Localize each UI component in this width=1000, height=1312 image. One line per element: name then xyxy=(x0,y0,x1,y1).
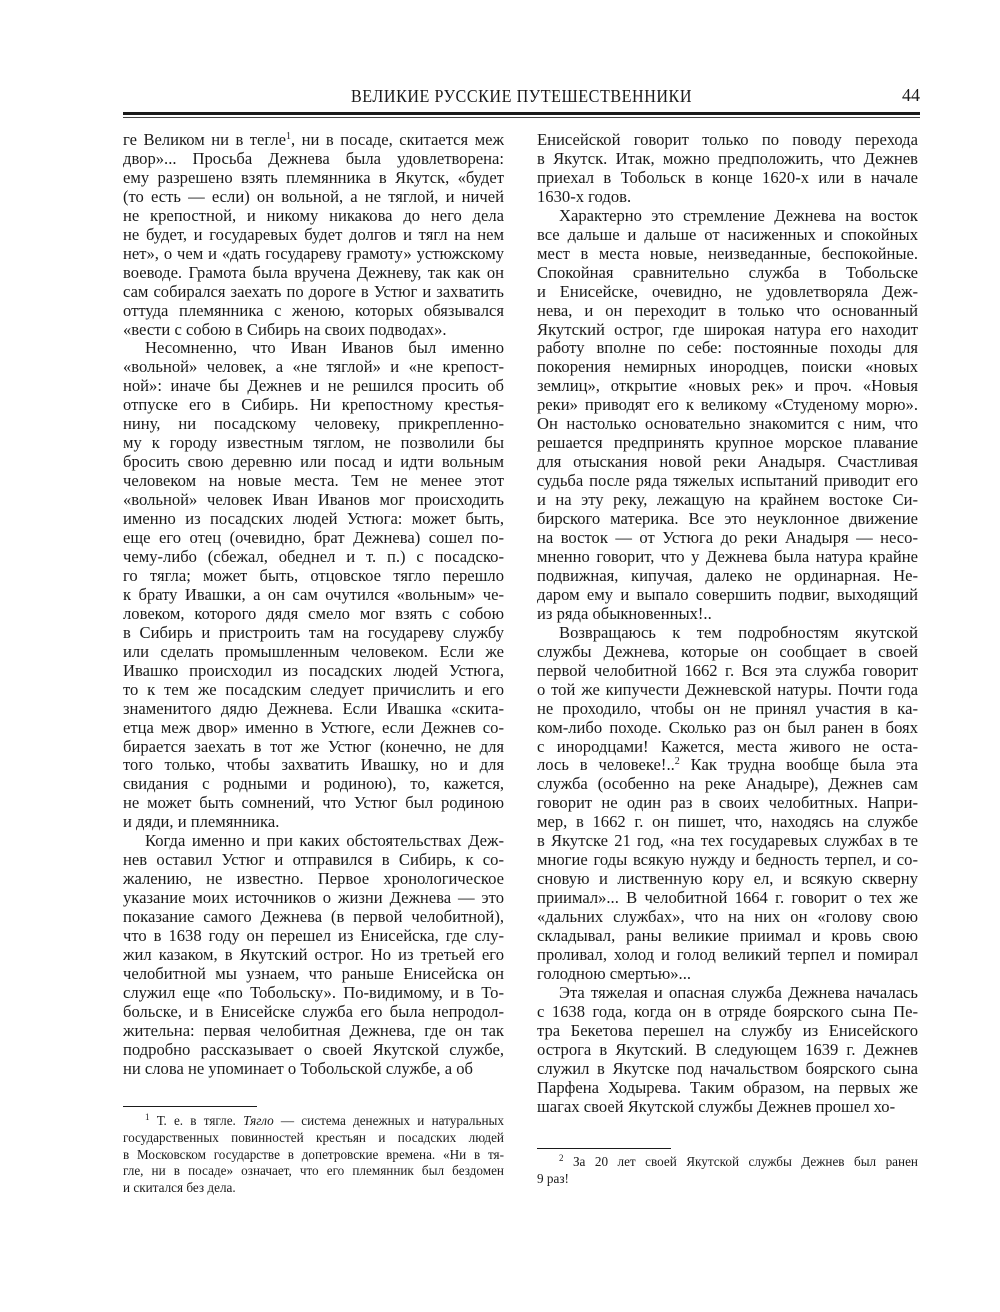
text-line: голодною смертью»... xyxy=(537,963,692,983)
footnote-rule-left xyxy=(123,1106,257,1107)
text-line: мест в места новые, неизведанные, беспокойные. xyxy=(537,243,918,263)
text-line: и дяди, и племянника. xyxy=(123,812,280,832)
text-line: складывал, раны великие приимал и кровь свою xyxy=(537,926,918,946)
text-line: воеводе. Грамота была вручена Дежневу, так как он xyxy=(123,262,504,282)
text-line: больске, и в Енисейске служба его была непродол- xyxy=(123,1001,504,1021)
text-line: не крепостной, и никому никакова до него дела xyxy=(123,205,504,225)
text-line: решается предпринять крупное морское плавание xyxy=(537,433,918,453)
footnote-line: $^2$ За 20 лет своей Якутской службы Дежнев был ранен xyxy=(559,1153,918,1169)
text-line: в Якутске 21 год, «на тех государевых службах в те xyxy=(537,831,918,851)
text-line: с инородцами! Кажется, места живого не оста- xyxy=(537,736,918,756)
text-line: служил в Якутске под начальством боярского сына xyxy=(537,1058,918,1078)
text-line: Спокойная сравнительно служба в Тобольске xyxy=(537,262,918,282)
right-column xyxy=(537,131,918,1117)
text-line: ни слова не упоминает о Тобольской службе, а об xyxy=(123,1058,473,1078)
text-line: служил еще «по Тобольску». По-видимому, и в То- xyxy=(123,982,504,1002)
text-line: судьба после ряда тяжелых испытаний приводит его xyxy=(537,471,918,491)
text-line: оттуда племянника с женою, которых обязывался xyxy=(123,300,504,320)
text-line: в Сибирь и пристроить там на государеву службу xyxy=(123,622,504,642)
text-line: му к городу известным тяглом, не позволили бы xyxy=(123,433,504,453)
text-line: Возвращаюсь к тем подробностям якутской xyxy=(559,622,918,642)
header-rule-thin xyxy=(123,117,920,118)
text-line: жительна: первая челобитная Дежнева, где он так xyxy=(123,1020,504,1040)
text-line: чему-либо (сбежал, обеднел и т. п.) с посадско- xyxy=(123,546,504,566)
footnote-1 xyxy=(123,1113,504,1197)
text-line: даром ему и выпало совершить подвиг, выходящий xyxy=(537,584,918,604)
left-column xyxy=(123,131,504,1079)
text-line: нева, и он переходит в только что основанный xyxy=(537,300,918,320)
text-line: реки» приводят его к великому «Студеному морю». xyxy=(537,395,918,415)
text-line: Когда именно и при каких обстоятельствах Деж- xyxy=(145,831,504,851)
text-line: не может быть сомнений, что Устюг был родиною xyxy=(123,793,504,813)
page-number: 44 xyxy=(902,85,920,105)
text-line: Эта тяжелая и опасная служба Дежнева началась xyxy=(559,982,918,1002)
text-line: лось в человеке!..$^2$ Как трудна вообще была эта xyxy=(537,755,918,775)
footnote-line: и скитался без дела. xyxy=(123,1180,236,1196)
text-line: и Енисейске, очевидно, не удовлетворяла Деж- xyxy=(537,281,918,301)
text-line: не будет, и государевых будет долгов и тягл на нем xyxy=(123,224,504,244)
text-line: етца меж двор» именно в Устюге, если Дежнев со- xyxy=(123,717,504,737)
text-line: на восток — от Устюга до реки Анадыря — несо- xyxy=(537,528,918,548)
text-line: мер, в 1662 г. он пишет, что, находясь на службе xyxy=(537,812,918,832)
text-line: бросить свою деревню или посад и идти вольным xyxy=(123,452,504,472)
text-line: знаменитого дядю Дежнева. Если Ивашка «скита- xyxy=(123,698,504,718)
text-line: 1630-х годов. xyxy=(537,186,632,206)
text-line: «вольной» человек Иван Иванов мог происходить xyxy=(123,490,504,510)
header-rule-thick xyxy=(123,112,920,115)
text-line: в Якутск. Итак, можно предположить, что Дежнев xyxy=(537,148,918,168)
text-line: (то есть — если) он вольной, а не тяглой, и ничей xyxy=(123,186,504,206)
text-line: службы Дежнева, которые он сообщает в своей xyxy=(537,641,918,661)
running-head xyxy=(123,84,920,108)
text-line: жалению, не известно. Первое хронологическое xyxy=(123,869,504,889)
text-line: ком-либо походе. Сколько раз он был ранен в боях xyxy=(537,717,918,737)
text-line: свидания с родными и родиною), то, кажется, xyxy=(123,774,504,794)
text-line: не проходило, чтобы он не принял участия в ка- xyxy=(537,698,918,718)
footnote-line: государственных повинностей крестьян и посадских людей xyxy=(123,1129,504,1145)
text-line: ему разрешено взять племянника в Якутск, «будет xyxy=(123,167,504,187)
text-line: острога в Якутский. В следующем 1639 г. Дежнев xyxy=(537,1039,918,1059)
text-line: ге Великом ни в тегле$^1$, ни в посаде, скитается меж xyxy=(123,130,504,149)
text-line: Характерно это стремление Дежнева на восток xyxy=(559,205,918,225)
text-line: проливал, холод и голод великий терпел и помирал xyxy=(537,944,918,964)
text-line: жил казаком, в Якутский острог. Но из третьей его xyxy=(123,944,504,964)
text-line: многие годы всякую нужду и бедность терпел, и со- xyxy=(537,850,918,870)
text-line: нину, ни посадскому человеку, прикрепленно- xyxy=(123,414,504,434)
text-line: подвижная, кипучая, далеко не ординарная. Не- xyxy=(537,565,918,585)
text-line: показание самого Дежнева (в первой челобитной), xyxy=(123,907,504,927)
text-line: тра Бекетова перешел на службу из Енисейского xyxy=(537,1020,918,1040)
text-line: то к тем же посадским следует причислить и его xyxy=(123,679,504,699)
text-line: с 1638 года, когда он в отряде боярского сына Пе- xyxy=(537,1001,918,1021)
text-line: служба (особенно на реке Анадыре), Дежнев сам xyxy=(537,774,918,794)
text-line: сновую и лиственную кору ел, и всякую скверну xyxy=(537,869,918,889)
text-line: нет», о чем и «дать государеву грамоту» устюжскому xyxy=(123,243,504,263)
text-line: говорит не один раз в своих челобитных. Напри- xyxy=(537,793,918,813)
text-line: «вести с собою в Сибирь на своих подводах». xyxy=(123,319,447,339)
text-line: шагах своей Якутской службы Дежнев прошел хо- xyxy=(537,1096,896,1116)
footnote-line: $^1$ Т. е. в тягле. Тягло — система денежных и натуральных xyxy=(145,1112,504,1128)
footnote-rule-right xyxy=(537,1148,671,1149)
footnote-line: в Московском государстве в допетровские времена. «Ни в тя- xyxy=(123,1146,504,1162)
text-line: к брату Ивашки, а он сам очутился «вольным» че- xyxy=(123,584,504,604)
footnote-2 xyxy=(537,1154,918,1188)
text-line: ной»: иначе бы Дежнев и не решился просить об xyxy=(123,376,504,396)
text-line: указание моих источников о жизни Дежнева — это xyxy=(123,888,504,908)
footnote-line: гле, ни в посаде» означает, что его племянник был бездомен xyxy=(123,1163,504,1179)
footnote-line: 9 раз! xyxy=(537,1170,569,1186)
text-line: еще его отец (очевидно, брат Дежнева) сошел по- xyxy=(123,528,504,548)
text-line: именно из посадских людей Устюга: может быть, xyxy=(123,509,504,529)
text-line: из ряда обыкновенных!.. xyxy=(537,603,712,623)
text-line: работу вполне по себе: постоянные походы для xyxy=(537,338,918,358)
text-line: Якутский острог, где широкая натура его находит xyxy=(537,319,918,339)
text-line: землиц», открытие «новых рек» и проч. «Новыя xyxy=(537,376,918,396)
text-line: Он настолько основательно знакомится с ним, что xyxy=(537,414,918,434)
text-line: того только, чтобы захватить Ивашку, но и для xyxy=(123,755,504,775)
text-line: бирается заехать в тот же Устюг (конечно, не для xyxy=(123,736,504,756)
text-line: нев оставил Устюг и отправился в Сибирь, к со- xyxy=(123,850,504,870)
text-line: го тягла; может быть, отцовское тягло перешло xyxy=(123,565,504,585)
text-line: двор»... Просьба Дежнева была удовлетворена: xyxy=(123,148,504,168)
text-line: бирского материка. Все это неуклонное движение xyxy=(537,509,918,529)
text-line: Енисейской говорит только по поводу перехода xyxy=(537,130,918,149)
text-line: Ивашко происходил из посадских людей Устюга, xyxy=(123,660,504,680)
text-line: ловеком, которого дядя смело мог взять с собою xyxy=(123,603,504,623)
text-line: все дальше и дальше от насиженных и спокойных xyxy=(537,224,918,244)
text-line: Несомненно, что Иван Иванов был именно xyxy=(145,338,504,358)
text-line: для отыскания новой реки Анадыря. Счастливая xyxy=(537,452,918,472)
text-line: сам собирался заехать по дороге в Устюг и захватить xyxy=(123,281,504,301)
text-line: и на эту реку, лежащую на крайнем востоке Си- xyxy=(537,490,918,510)
running-head-title: ВЕЛИКИЕ РУССКИЕ ПУТЕШЕСТВЕННИКИ xyxy=(350,86,693,106)
text-line: подробно рассказывает о своей Якутской службе, xyxy=(123,1039,504,1059)
text-line: приехал в Тобольск в конце 1620-х или в начале xyxy=(537,167,918,187)
text-line: «дальних службах», что на них он «голову свою xyxy=(537,907,918,927)
text-line: первой челобитной 1662 г. Вся эта служба говорит xyxy=(537,660,918,680)
text-line: о той же кипучести Дежневской натуры. Почти года xyxy=(537,679,918,699)
text-line: покорения немирных инородцев, поиски «новых xyxy=(537,357,918,377)
text-line: Парфена Ходырева. Таким образом, на первых же xyxy=(537,1077,918,1097)
text-line: «вольной» человек, а «не тяглой» и «не крепост- xyxy=(123,357,504,377)
text-line: человеком на новые места. Тем не менее этот xyxy=(123,471,504,491)
text-line: челобитной мы узнаем, что раньше Енисейска он xyxy=(123,963,504,983)
text-line: или сделать промышленным человеком. Если же xyxy=(123,641,504,661)
text-line: приимал»... В челобитной 1664 г. говорит о тех же xyxy=(537,888,918,908)
text-line: отпуске его в Сибирь. Ни крепостному крестья- xyxy=(123,395,504,415)
text-line: что в 1638 году он перешел из Енисейска, где слу- xyxy=(123,926,504,946)
text-line: мненно говорит, что у Дежнева была натура крайне xyxy=(537,546,918,566)
